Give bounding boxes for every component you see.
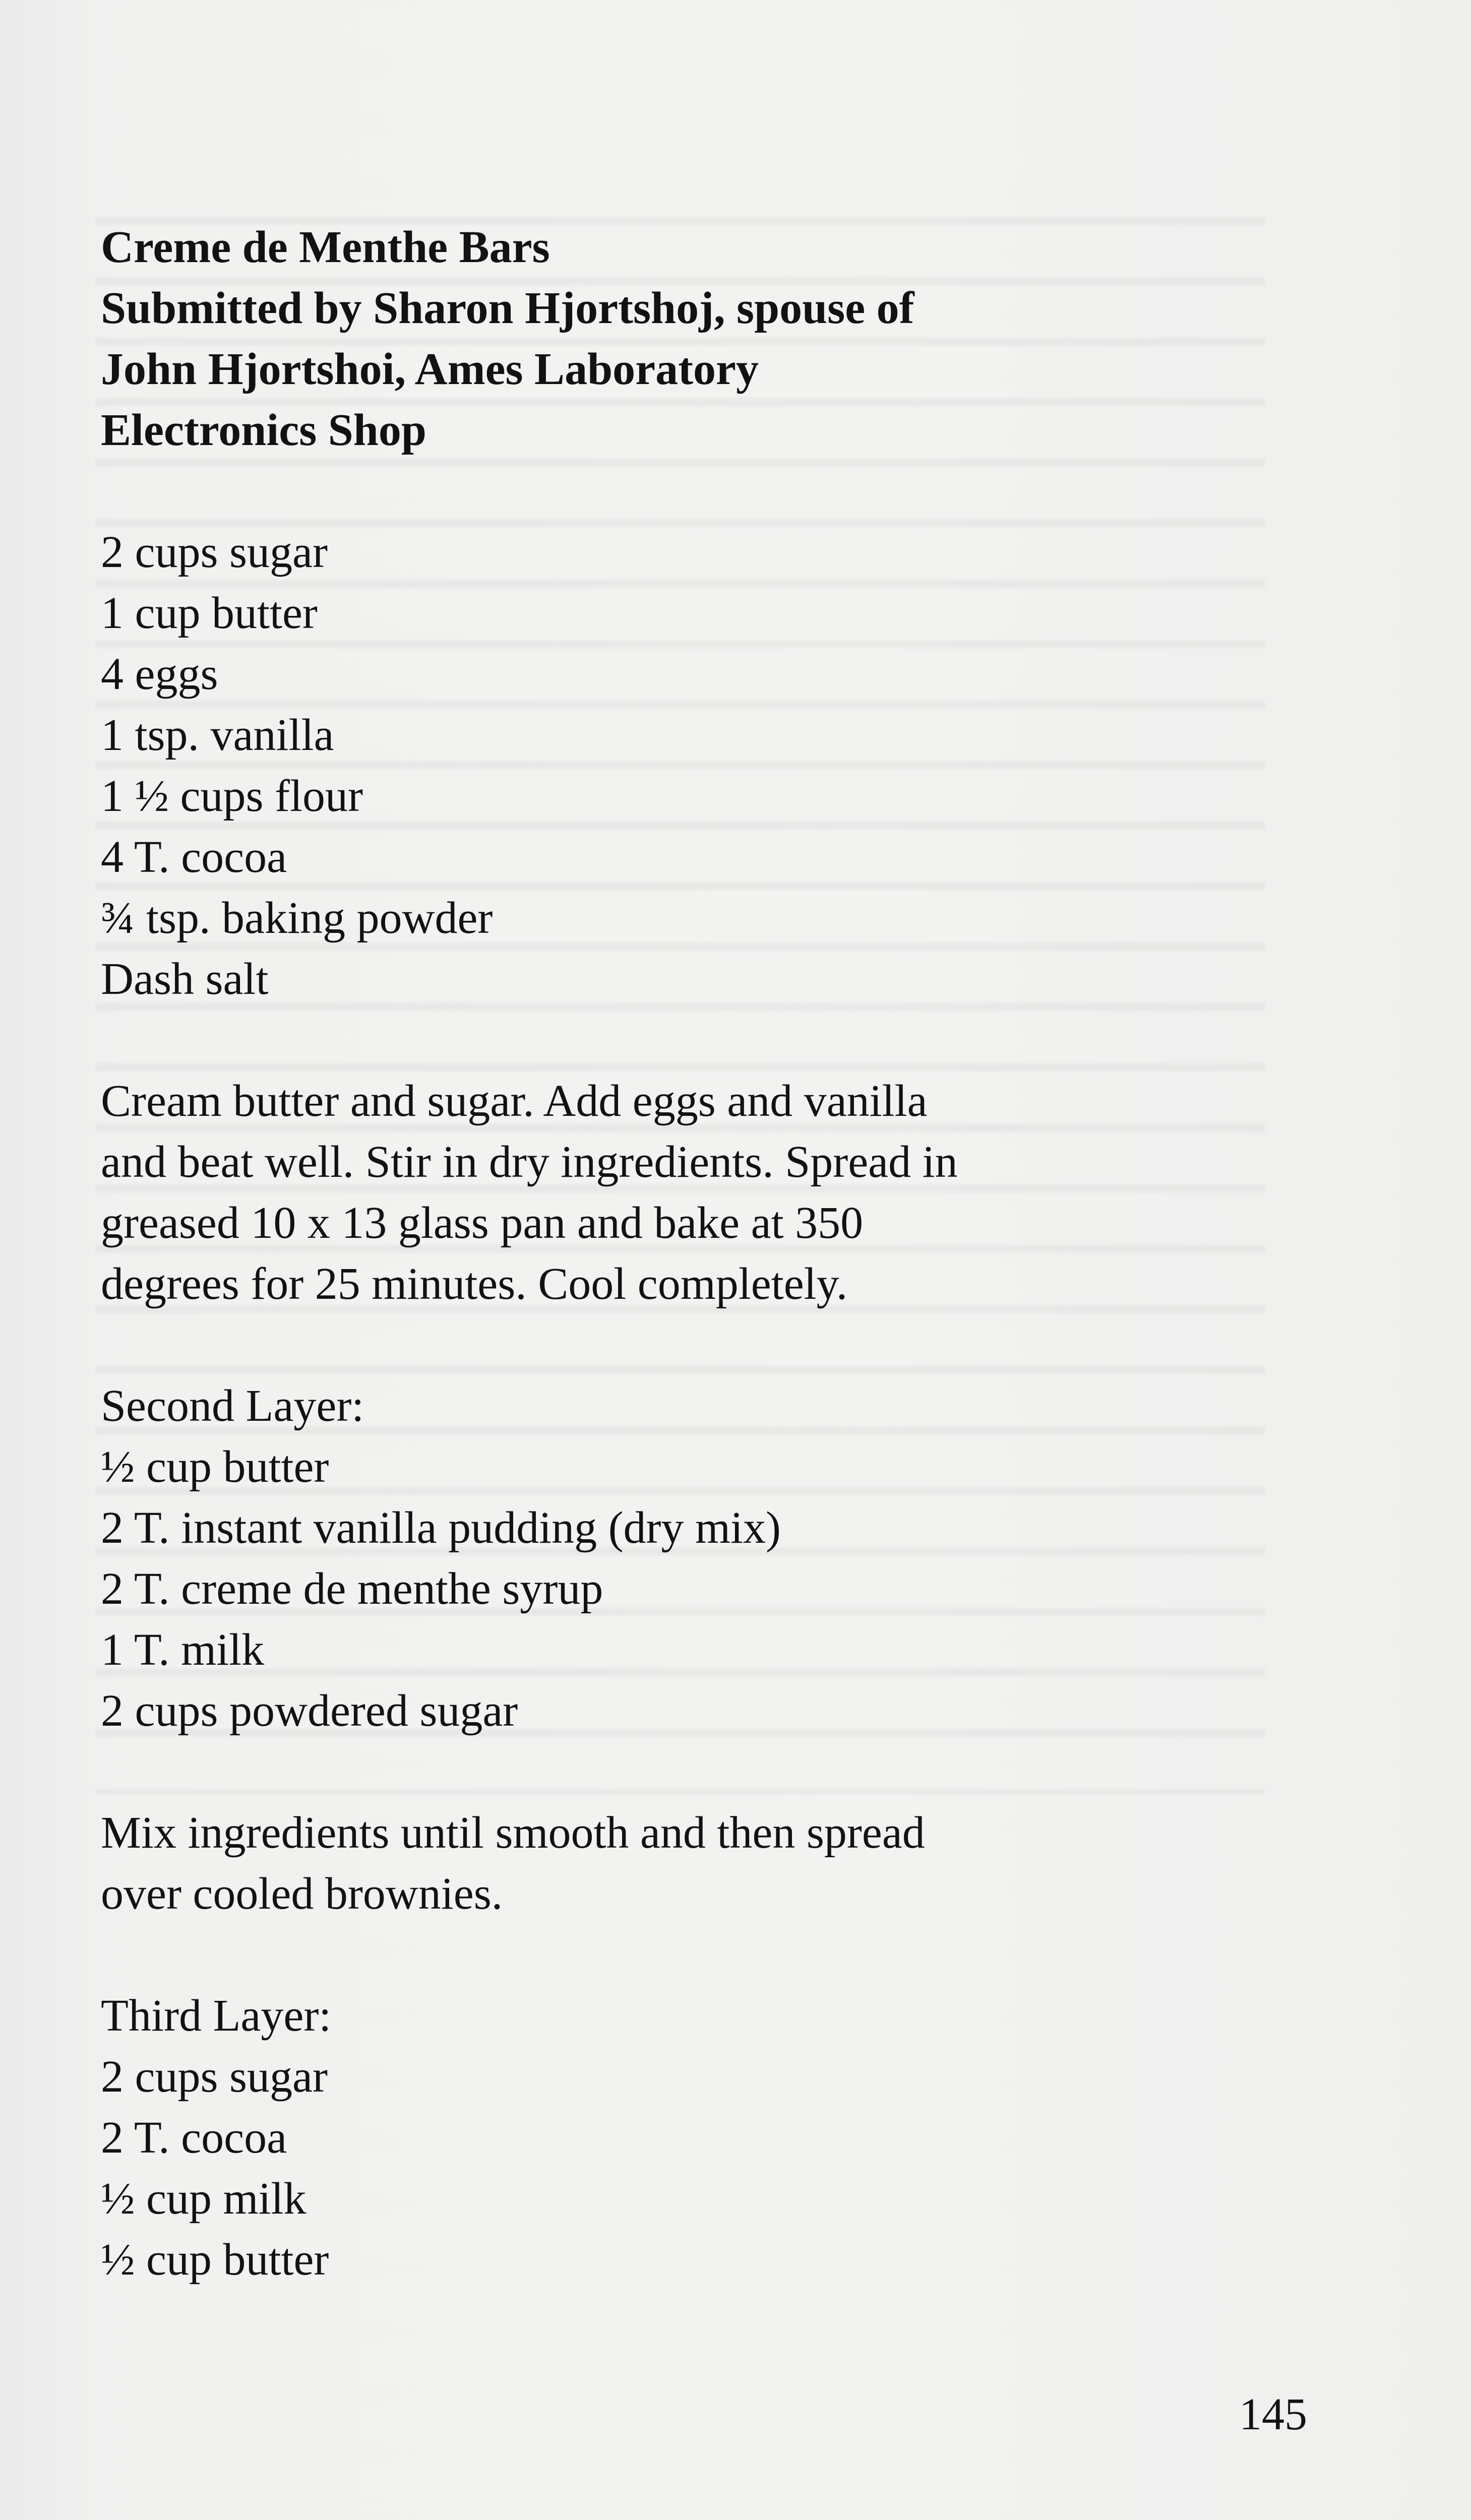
section-heading: Second Layer: (101, 1381, 364, 1431)
spacer (101, 461, 1291, 522)
ingredient-item: 1 tsp. vanilla (101, 710, 334, 760)
ingredient-item: 2 cups powdered sugar (101, 1686, 518, 1736)
ingredient-item: 4 eggs (101, 649, 218, 699)
recipe-title (101, 217, 1291, 461)
recipe-content (101, 217, 1291, 2290)
instruction-line: Cream butter and sugar. Add eggs and vanilla (101, 1076, 928, 1126)
base-ingredients-list (101, 522, 1291, 1010)
ingredient-item: 2 cups sugar (101, 2052, 328, 2102)
ingredient-item: 2 T. creme de menthe syrup (101, 1564, 603, 1614)
spacer (101, 1010, 1291, 1070)
instruction-line: Mix ingredients until smooth and then spread (101, 1808, 925, 1858)
spacer (101, 1741, 1291, 1802)
ingredient-item: ½ cup milk (101, 2174, 307, 2224)
second-layer-instructions (101, 1802, 1291, 1924)
ingredient-item: 1 cup butter (101, 588, 318, 638)
second-layer-section (101, 1375, 1291, 1741)
instruction-line: degrees for 25 minutes. Cool completely. (101, 1259, 848, 1309)
ingredient-item: Dash salt (101, 954, 269, 1004)
ingredient-item: 2 cups sugar (101, 527, 328, 577)
instruction-line: and beat well. Stir in dry ingredients. Spread in (101, 1137, 958, 1187)
page-number: 145 (1239, 2389, 1307, 2439)
ingredient-item: 2 T. cocoa (101, 2113, 287, 2163)
ingredient-item: ½ cup butter (101, 1442, 329, 1492)
ingredient-item: 1 T. milk (101, 1625, 265, 1675)
recipe-title-line: Electronics Shop (101, 405, 426, 455)
ingredient-item: 1 ½ cups flour (101, 771, 363, 821)
recipe-title-line: Submitted by Sharon Hjortshoj, spouse of (101, 283, 914, 333)
instruction-line: over cooled brownies. (101, 1869, 503, 1919)
instruction-line: greased 10 x 13 glass pan and bake at 350 (101, 1198, 864, 1248)
third-layer-section (101, 1985, 1291, 2290)
spacer (101, 1314, 1291, 1375)
ingredient-item: ¾ tsp. baking powder (101, 893, 493, 943)
ingredient-item: 4 T. cocoa (101, 832, 287, 882)
ingredient-item: 2 T. instant vanilla pudding (dry mix) (101, 1503, 781, 1553)
recipe-title-line: John Hjortshoi, Ames Laboratory (101, 344, 759, 394)
spacer (101, 1924, 1291, 1985)
section-heading: Third Layer: (101, 1991, 332, 2041)
recipe-title-line: Creme de Menthe Bars (101, 222, 550, 272)
base-instructions (101, 1070, 1291, 1314)
ingredient-item: ½ cup butter (101, 2235, 329, 2285)
